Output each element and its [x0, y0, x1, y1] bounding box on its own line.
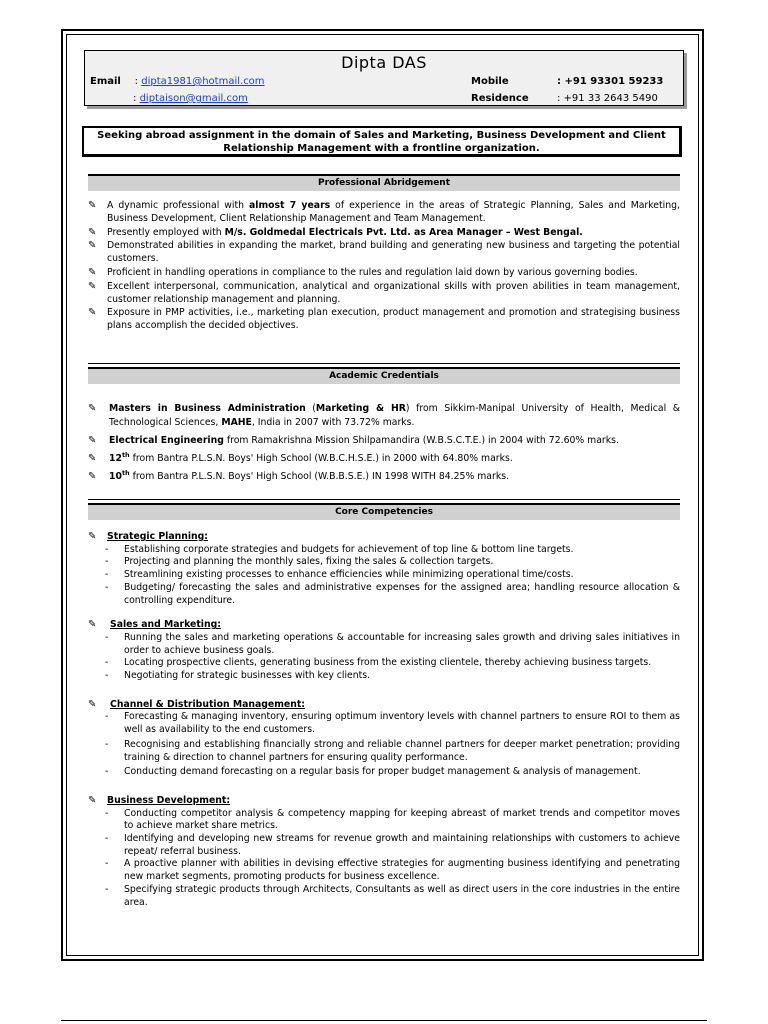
tick-bullet-icon: ✎	[88, 453, 97, 464]
strategic-planning-heading: ✎ Strategic Planning:	[88, 531, 209, 542]
page-bottom-rule	[61, 1020, 707, 1021]
list-item: ✎ Proficient in handling operations in compliance to the rules and regulation laid down by various governing bodies.	[88, 266, 638, 278]
resume-header	[84, 50, 684, 106]
list-item: - Conducting demand forecasting on a regular basis for proper budget management & analysis of management.	[105, 766, 641, 778]
career-objective	[82, 126, 682, 157]
list-item: ✎ 10th from Bantra P.L.S.N. Boys' High School (W.B.B.S.E.) IN 1998 WITH 84.25% marks.	[88, 468, 509, 482]
residence-number: : +91 33 2643 5490	[557, 93, 658, 104]
tick-bullet-icon: ✎	[88, 240, 97, 252]
list-item: - Identifying and developing new streams for revenue growth and maintaining relationships with customers to achieve repeat/ referral business.	[105, 833, 680, 857]
tick-bullet-icon: ✎	[88, 403, 97, 414]
email-colon: :	[134, 76, 139, 87]
email-colon-2: :	[133, 93, 137, 104]
residence-label: Residence	[471, 93, 529, 104]
list-item: - Specifying strategic products through Architects, Consultants as well as direct users in the core industries in the entire area.	[105, 883, 680, 908]
tick-bullet-icon: ✎	[88, 794, 97, 806]
professional-list	[88, 200, 680, 333]
objective-line-1: Seeking abroad assignment in the domain of Sales and Marketing, Business Development and Client	[97, 130, 666, 141]
list-item: - A proactive planner with abilities in devising effective strategies for augmenting business identifying and penetrating new market segments, promoting products for business excellence.	[105, 858, 680, 883]
list-item: - Recognising and establishing financially strong and reliable channel partners for deeper market penetration; providing training & direction to channel partners for ensuring quality performance.	[105, 738, 680, 763]
list-item: - Projecting and planning the monthly sales, fixing the sales & collection targets.	[105, 556, 494, 568]
list-item: ✎ A dynamic professional with almost 7 years of experience in the areas of Strategic Planning, Sales and Marketing, Business Development, Client Relationship Management and Team Management.	[88, 200, 681, 224]
list-item: ✎ Electrical Engineering from Ramakrishna Mission Shilpamandira (W.B.S.C.T.E.) in 2004 with 72.60% marks.	[88, 435, 619, 446]
tick-bullet-icon: ✎	[88, 698, 97, 710]
tick-bullet-icon: ✎	[88, 619, 97, 631]
list-item: ✎ Excellent interpersonal, communication, analytical and organizational skills with proven abilities in team management, customer relationship management and planning.	[88, 280, 680, 305]
tick-bullet-icon: ✎	[88, 266, 97, 278]
list-item: ✎ Masters in Business Administration (Marketing & HR) from Sikkim-Manipal University of Health, Medical & Technological Sciences, MAHE, India in 2007 with 73.72% marks.	[88, 403, 680, 428]
email-label: Email	[90, 76, 121, 87]
residence-row	[471, 93, 529, 104]
list-item: - Establishing corporate strategies and budgets for achievement of top line & bottom line targets.	[105, 543, 574, 555]
tick-bullet-icon: ✎	[88, 307, 97, 319]
tick-bullet-icon: ✎	[88, 435, 97, 446]
sales-marketing-heading: ✎ Sales and Marketing:	[88, 619, 221, 631]
list-item: - Forecasting & managing inventory, ensuring optimum inventory levels with channel partners to ensure ROI to them as well as availability to the end customers.	[105, 711, 680, 736]
section-title-academic: Academic Credentials	[88, 367, 680, 384]
tick-bullet-icon: ✎	[88, 280, 97, 292]
core-competencies	[88, 531, 680, 909]
candidate-name: Dipta DAS	[341, 53, 427, 72]
tick-bullet-icon: ✎	[88, 471, 97, 482]
list-item: - Budgeting/ forecasting the sales and administrative expenses for the assigned area; handling resource allocation & controlling expenditure.	[105, 581, 680, 606]
mobile-label: Mobile	[471, 76, 509, 87]
email-link-1[interactable]: dipta1981@hotmail.com	[141, 76, 265, 87]
list-item: ✎ Demonstrated abilities in expanding the market, brand building and generating new business and targeting the potential customers.	[88, 240, 680, 265]
list-item: - Locating prospective clients, generating business from the existing clientele, thereby achieving business targets.	[105, 657, 652, 669]
section-title-core: Core Competencies	[88, 503, 680, 520]
channel-distribution-heading: ✎ Channel & Distribution Management:	[88, 698, 305, 710]
list-item: ✎ 12th from Bantra P.L.S.N. Boys' High School (W.B.C.H.S.E.) in 2000 with 64.80% marks.	[88, 450, 513, 464]
tick-bullet-icon: ✎	[88, 531, 97, 542]
list-item: ✎ Exposure in PMP activities, i.e., marketing plan execution, product management and promotion and strategising business plans accomplish the decided objectives.	[88, 307, 680, 332]
list-item: ✎ Presently employed with M/s. Goldmedal Electricals Pvt. Ltd. as Area Manager – West Bengal.	[88, 226, 583, 238]
list-item: - Conducting competitor analysis & competency mapping for keeping abreast of market trends and competitor moves to achieve market share metrics.	[105, 807, 680, 832]
objective-line-2: Relationship Management with a frontline organization.	[223, 143, 540, 154]
academic-list	[88, 402, 680, 484]
tick-bullet-icon: ✎	[88, 200, 97, 211]
email-row-1	[90, 76, 265, 87]
email-link-2[interactable]: diptaison@gmail.com	[139, 93, 248, 104]
section-title-professional: Professional Abridgement	[88, 174, 680, 191]
email-row-2	[133, 93, 248, 104]
business-development-heading: ✎ Business Development:	[88, 794, 231, 806]
list-item: - Negotiating for strategic businesses with key clients.	[105, 670, 371, 682]
list-item: - Streamlining existing processes to enhance efficiencies while minimizing operational time/costs.	[105, 569, 574, 581]
mobile-number: : +91 93301 59233	[557, 76, 664, 87]
list-item: - Running the sales and marketing operations & accountable for increasing sales growth and driving sales initiatives in order to achieve business goals.	[105, 631, 680, 656]
tick-bullet-icon: ✎	[88, 226, 97, 238]
mobile-row	[471, 76, 509, 87]
